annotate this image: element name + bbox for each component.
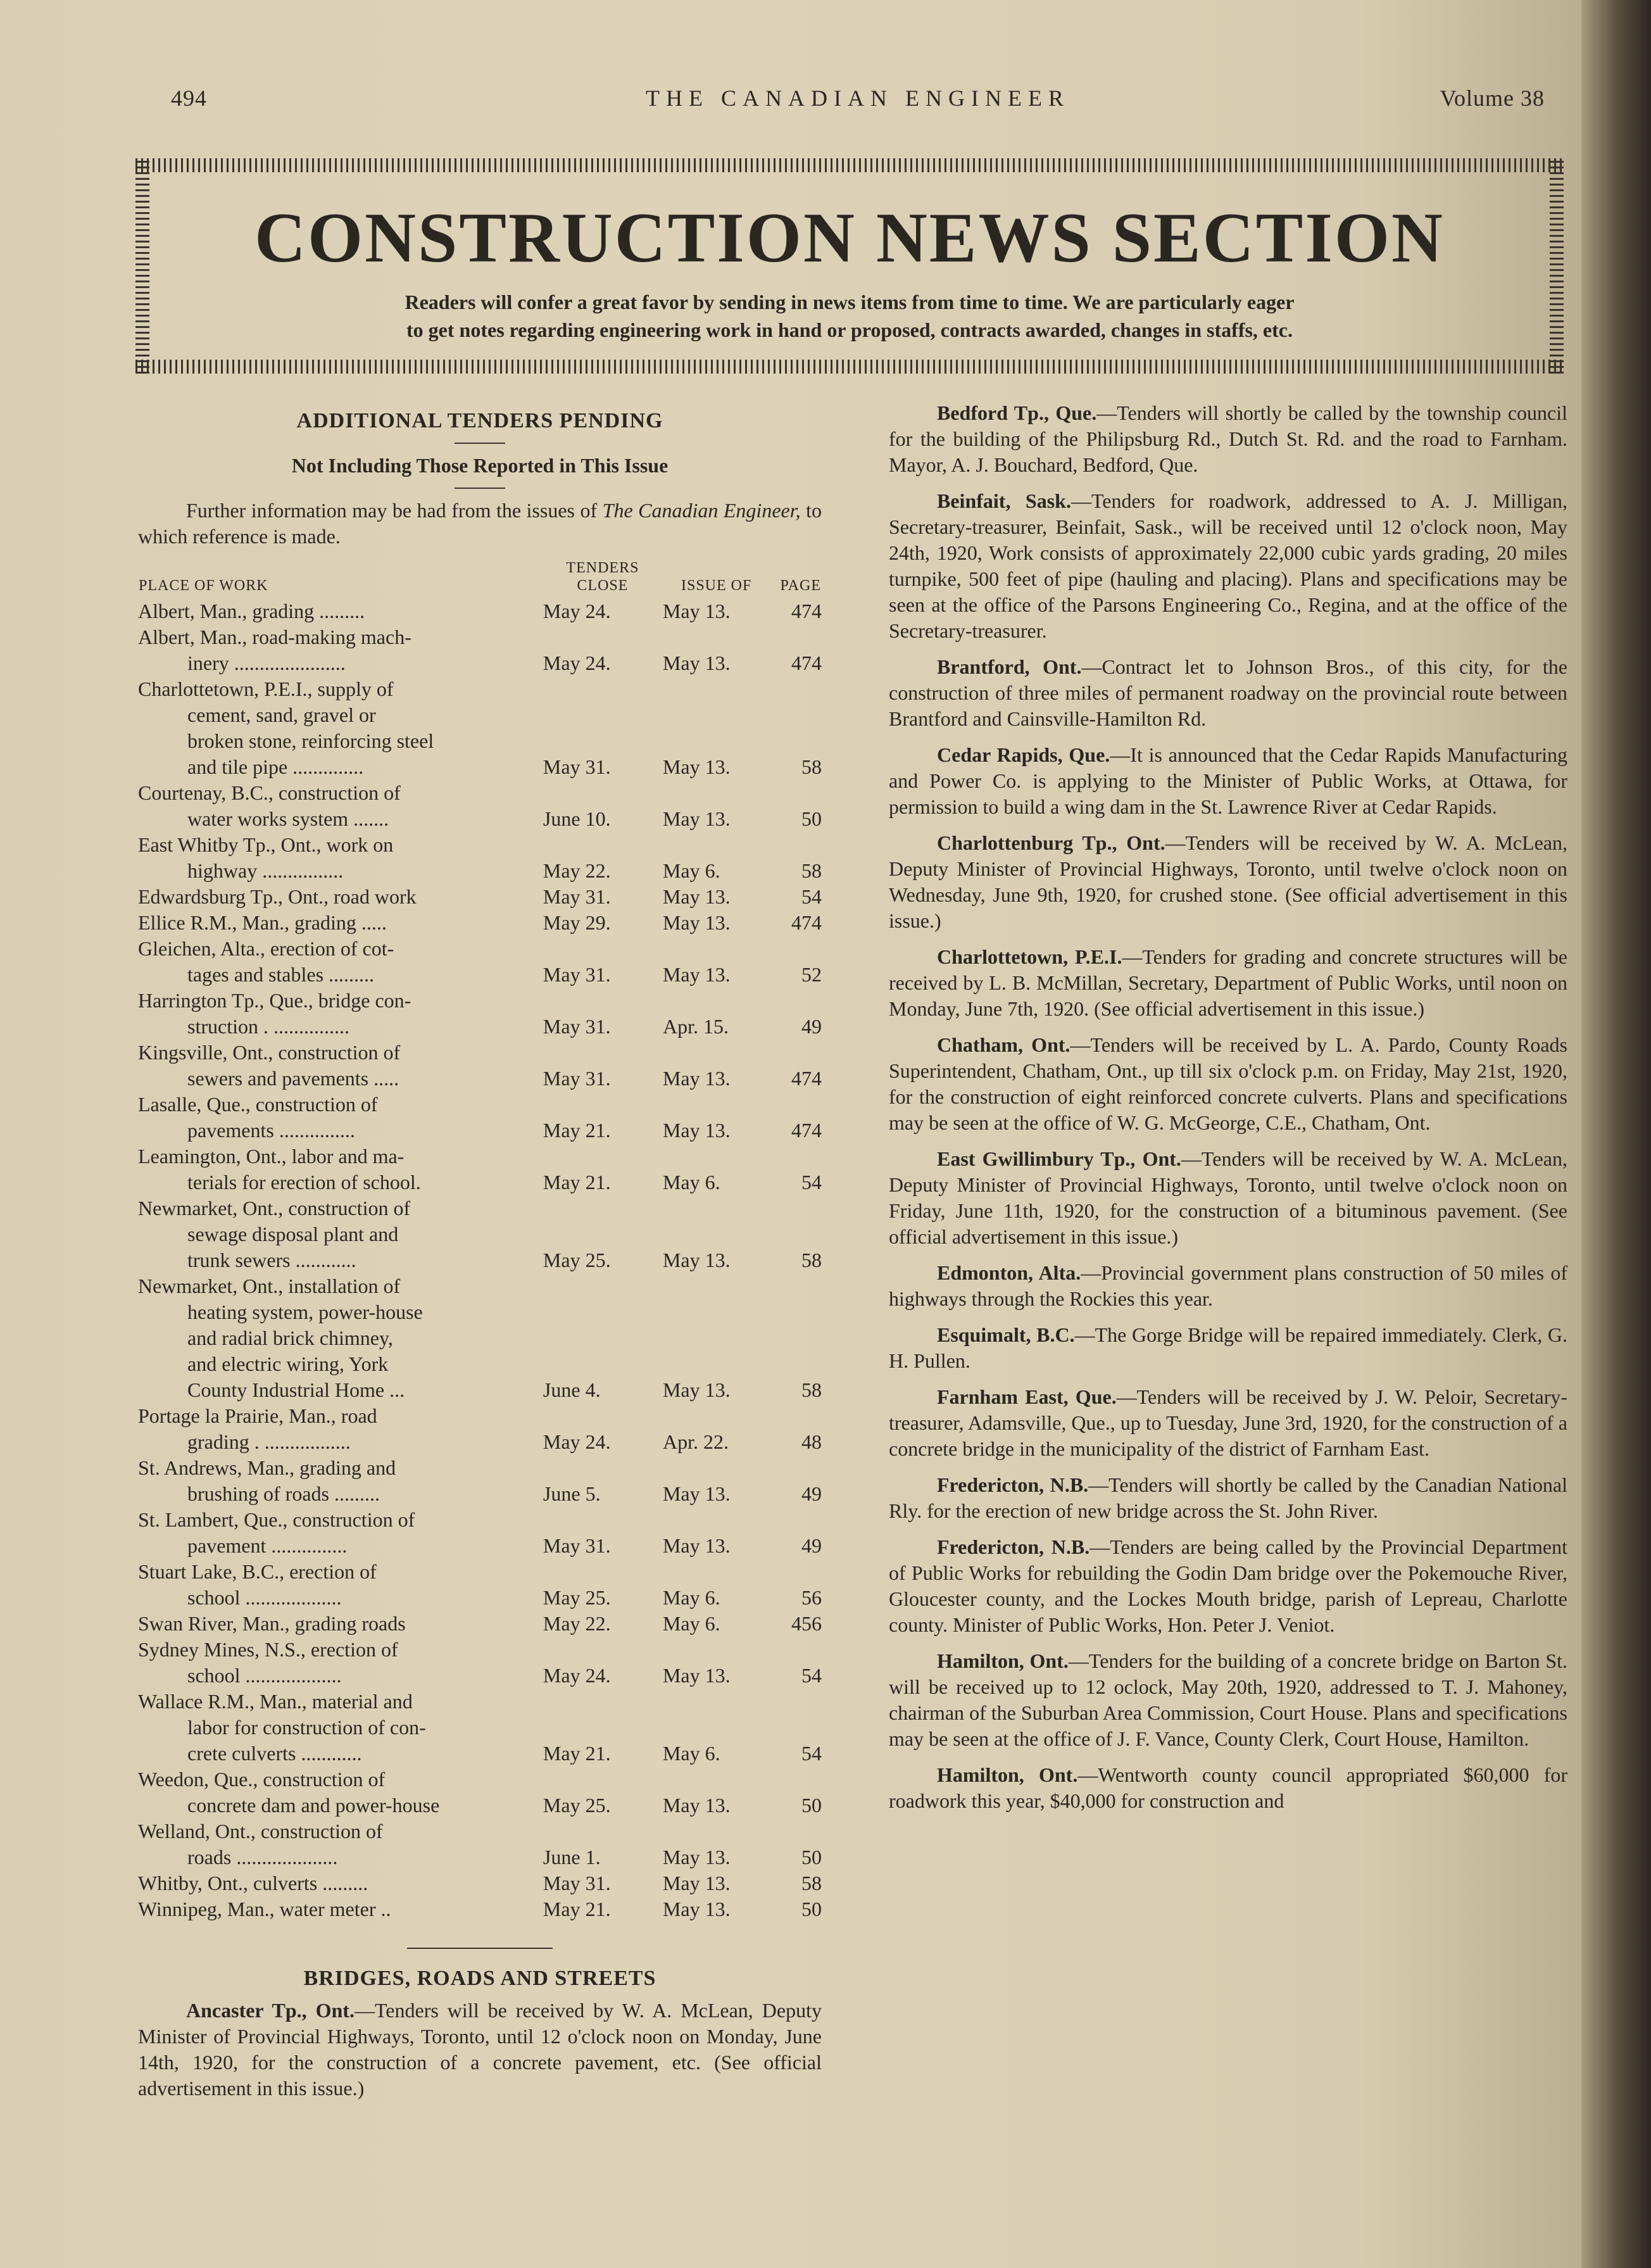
place-of-work — [138, 832, 538, 884]
tenders-close: May 31. — [543, 963, 611, 986]
place-of-work — [138, 1559, 538, 1611]
banner-subtitle — [199, 288, 1500, 344]
news-item-place: Charlottenburg Tp., Ont. — [937, 831, 1165, 854]
tenders-close: May 22. — [543, 1612, 611, 1635]
tenders-close: June 1. — [543, 1846, 601, 1868]
tenders-intro — [138, 498, 822, 550]
tenders-close: June 4. — [543, 1378, 601, 1401]
news-item-place: Farnham East, Que. — [937, 1385, 1117, 1408]
table-row — [138, 1143, 822, 1195]
place-of-work-line: Albert, Man., road-making mach- — [138, 626, 411, 648]
place-of-work — [138, 910, 538, 936]
issue-of: May 13. — [662, 1898, 731, 1920]
bridges-heading: BRIDGES, ROADS AND STREETS — [303, 1967, 656, 1990]
table-row — [138, 1455, 822, 1507]
news-item-place: Charlottetown, P.E.I. — [937, 945, 1122, 968]
place-of-work-line: trunk sewers ............ — [187, 1249, 356, 1271]
place-of-work-line: inery ...................... — [187, 652, 346, 674]
news-item — [889, 1648, 1567, 1752]
news-item-place: Bedford Tp., Que. — [937, 401, 1097, 424]
table-row — [138, 1767, 822, 1818]
place-of-work-line: heating system, power-house — [187, 1301, 423, 1323]
section-banner — [135, 158, 1564, 374]
issue-of: May 13. — [662, 963, 731, 986]
place-of-work-line: Lasalle, Que., construction of — [138, 1093, 378, 1116]
page-ref: 56 — [801, 1586, 822, 1609]
issue-of: May 13. — [662, 600, 731, 622]
place-of-work-line: broken stone, reinforcing steel — [187, 729, 434, 752]
news-item-text: —Tenders will shortly be called by the Canadian National Rly. for the erection of new bridge across the St. John River. — [889, 1473, 1567, 1522]
page-ref: 474 — [791, 1067, 822, 1090]
place-of-work-line: Stuart Lake, B.C., erection of — [138, 1560, 377, 1583]
news-item — [889, 1032, 1567, 1136]
table-row — [138, 1611, 822, 1637]
place-of-work — [138, 1092, 538, 1143]
tenders-close: May 31. — [543, 1534, 611, 1557]
tenders-table-body — [138, 598, 822, 1922]
news-item-text: —Contract let to Johnson Bros., of this city, for the construction of three miles of permanent roadway on the provincial route between Brantford and Cainsville-Hamilton Rd. — [889, 655, 1567, 730]
issue-of: May 13. — [662, 885, 731, 908]
place-of-work-line: Whitby, Ont., culverts ......... — [138, 1872, 368, 1894]
issue-of: May 6. — [662, 859, 720, 882]
place-of-work-line: terials for erection of school. — [187, 1171, 421, 1194]
banner-subtitle-line: to get notes regarding engineering work in hand or proposed, contracts awarded, changes in staffs, etc. — [406, 318, 1293, 341]
issue-of: May 13. — [662, 652, 731, 674]
left-column — [138, 400, 822, 2112]
tenders-close: May 24. — [543, 600, 611, 622]
tenders-close: May 21. — [543, 1742, 611, 1765]
place-of-work-line: brushing of roads ......... — [187, 1482, 380, 1505]
issue-of: May 6. — [662, 1586, 720, 1609]
table-row — [138, 1403, 822, 1455]
place-of-work-line: grading . ................. — [187, 1430, 351, 1453]
journal-title: THE CANADIAN ENGINEER — [646, 85, 1070, 111]
intro-text: to which reference is made. — [138, 499, 822, 548]
page-number: 494 — [171, 85, 207, 111]
tenders-close: June 5. — [543, 1482, 601, 1505]
place-of-work-line: and electric wiring, York — [187, 1352, 389, 1375]
page-ref: 49 — [801, 1534, 822, 1557]
news-item — [889, 830, 1567, 934]
place-of-work-line: St. Andrews, Man., grading and — [138, 1456, 396, 1479]
issue-of: May 13. — [662, 1119, 731, 1142]
table-row — [138, 884, 822, 910]
news-item-text: —Tenders will shortly be called by the township council for the building of the Philipsburg Rd., Dutch St. Rd. and the road to Farnham. Mayor, A. J. Bouchard, Bedford, Que. — [889, 401, 1567, 476]
page-ref: 58 — [801, 859, 822, 882]
bridges-items — [138, 1998, 822, 2101]
place-of-work-line: Ellice R.M., Man., grading ..... — [138, 911, 387, 934]
place-of-work-line: sewers and pavements ..... — [187, 1067, 399, 1090]
table-row — [138, 780, 822, 832]
place-of-work-line: St. Lambert, Que., construction of — [138, 1508, 415, 1531]
news-item — [889, 1260, 1567, 1312]
page-ref: 48 — [801, 1430, 822, 1453]
tenders-heading: ADDITIONAL TENDERS PENDING — [296, 409, 663, 432]
place-of-work — [138, 1403, 538, 1455]
tenders-close: May 31. — [543, 1872, 611, 1894]
table-row — [138, 1689, 822, 1767]
place-of-work — [138, 1507, 538, 1559]
place-of-work — [138, 1273, 538, 1403]
banner-border-top — [135, 158, 1564, 172]
rule — [455, 443, 505, 444]
issue-of: May 13. — [662, 1794, 731, 1817]
table-row — [138, 1507, 822, 1559]
place-of-work-line: tages and stables ......... — [187, 963, 375, 986]
table-row — [138, 1637, 822, 1689]
issue-of: May 13. — [662, 911, 731, 934]
news-item-text: —Tenders will be received by L. A. Pardo, County Roads Superintendent, Chatham, Ont., up till six o'clock p.m. on Friday, May 21st, 1920, for the construction of eight reinforced concrete culverts. Plans and specifications may be seen at the office of W. G. McGeorge, C.E., Chatham, Ont. — [889, 1033, 1568, 1134]
place-of-work-line: school ................... — [187, 1586, 342, 1609]
table-row — [138, 1195, 822, 1273]
page-ref: 474 — [791, 1119, 822, 1142]
place-of-work — [138, 1143, 538, 1195]
news-item-text: —Tenders for roadwork, addressed to A. J. Milligan, Secretary-treasurer, Beinfait, Sask., will be received until 12 o'clock noon, May 24th, 1920, Work consists of approximately 22,000 cubic yards grading, 20 miles turnpike, 500 feet of pipe (hauling and placing). Plans and specifications may be seen at the office of the Parsons Engineering Co., Regina, and at the office of the Secretary-treasurer. — [889, 489, 1568, 642]
news-item — [889, 1472, 1567, 1524]
table-row — [138, 1818, 822, 1870]
journal-reference: The Canadian Engineer, — [602, 499, 801, 522]
place-of-work-line: Albert, Man., grading ......... — [138, 600, 365, 622]
news-item-place: Cedar Rapids, Que. — [937, 743, 1110, 766]
banner-subtitle-line: Readers will confer a great favor by sending in news items from time to time. We are particularly eager — [405, 291, 1295, 313]
news-item — [889, 488, 1567, 644]
news-item-text: —Provincial government plans construction of 50 miles of highways through the Rockies this year. — [889, 1261, 1568, 1310]
running-head — [171, 85, 1545, 117]
place-of-work-line: Winnipeg, Man., water meter .. — [138, 1898, 391, 1920]
page-ref: 58 — [801, 755, 822, 778]
col-header-page: PAGE — [780, 577, 821, 594]
binding-gutter — [1581, 0, 1651, 2268]
place-of-work-line: Newmarket, Ont., installation of — [138, 1275, 401, 1297]
table-row — [138, 910, 822, 936]
news-item — [889, 944, 1567, 1022]
news-item-place: Hamilton, Ont. — [937, 1649, 1069, 1672]
table-row — [138, 598, 822, 624]
place-of-work — [138, 1767, 538, 1818]
tenders-close: May 31. — [543, 1015, 611, 1038]
place-of-work — [138, 1040, 538, 1092]
tenders-close: May 25. — [543, 1249, 611, 1271]
tenders-close: May 21. — [543, 1119, 611, 1142]
news-item — [889, 1322, 1567, 1374]
tenders-close: May 24. — [543, 1430, 611, 1453]
place-of-work-line: sewage disposal plant and — [187, 1223, 399, 1245]
place-of-work-line: Welland, Ont., construction of — [138, 1820, 383, 1843]
place-of-work-line: and radial brick chimney, — [187, 1326, 393, 1349]
news-item-text: —Tenders will be received by W. A. McLean, Deputy Minister of Provincial Highways, Toronto, until twelve o'clock noon on Wednesday, June 9th, 1920, for crushed stone. (See official advertisement in this issue.) — [889, 831, 1567, 932]
news-item-place: Chatham, Ont. — [937, 1033, 1070, 1056]
issue-of: May 13. — [662, 1534, 731, 1557]
page-ref: 52 — [801, 963, 822, 986]
news-item — [889, 1146, 1567, 1250]
tenders-close: May 25. — [543, 1794, 611, 1817]
page-ref: 50 — [801, 807, 822, 830]
place-of-work-line: Swan River, Man., grading roads — [138, 1612, 406, 1635]
tenders-close: May 21. — [543, 1898, 611, 1920]
page-ref: 474 — [791, 600, 822, 622]
place-of-work-line: struction . ............... — [187, 1015, 349, 1038]
tenders-close: May 29. — [543, 911, 611, 934]
news-item-place: Brantford, Ont. — [937, 655, 1082, 678]
news-item-text: —Tenders will be received by J. W. Peloir, Secretary-treasurer, Adamsville, Que., up to Tuesday, June 3rd, 1920, for the construction of a concrete bridge in the municipality of the district of Farnham East. — [889, 1385, 1567, 1460]
issue-of: May 13. — [662, 1067, 731, 1090]
place-of-work-line: labor for construction of con- — [187, 1716, 426, 1739]
page-ref: 456 — [791, 1612, 822, 1635]
news-item-text: —Tenders for the building of a concrete bridge on Barton St. will be received up to 12 oclock, May 20th, 1920, addressed to T. J. Mahoney, chairman of the Suburban Area Commission, Court House. Plans and specifications may be seen at the office of J. F. Vance, County Clerk, Court House, Hamilton. — [889, 1649, 1568, 1750]
news-item-text: —Tenders for grading and concrete structures will be received by L. B. McMillan, Secretary, Department of Public Works, until noon on Monday, June 7th, 1920. (See official advertisement in this issue.) — [889, 945, 1568, 1020]
place-of-work — [138, 676, 538, 780]
page-ref: 50 — [801, 1898, 822, 1920]
tenders-close: May 22. — [543, 859, 611, 882]
page-ref: 50 — [801, 1846, 822, 1868]
tenders-close: May 24. — [543, 652, 611, 674]
place-of-work-line: roads .................... — [187, 1846, 338, 1868]
news-item — [889, 1762, 1567, 1814]
table-row — [138, 1559, 822, 1611]
intro-text: Further information may be had from the issues of — [186, 499, 598, 522]
page-ref: 58 — [801, 1249, 822, 1271]
issue-of: May 13. — [662, 1482, 731, 1505]
place-of-work-line: Kingsville, Ont., construction of — [138, 1041, 401, 1064]
news-item-place: Esquimalt, B.C. — [937, 1323, 1075, 1346]
news-item-place: Ancaster Tp., Ont. — [186, 1999, 355, 2022]
news-item-place: Edmonton, Alta. — [937, 1261, 1081, 1284]
page-ref: 54 — [801, 1664, 822, 1687]
place-of-work — [138, 988, 538, 1040]
issue-of: May 13. — [662, 1249, 731, 1271]
place-of-work-line: Gleichen, Alta., erection of cot- — [138, 937, 394, 960]
place-of-work — [138, 1896, 538, 1922]
issue-of: May 13. — [662, 1872, 731, 1894]
news-item-text: —Wentworth county council appropriated $60,000 for roadwork this year, $40,000 for construction and — [889, 1763, 1568, 1812]
place-of-work — [138, 936, 538, 988]
tenders-close: May 31. — [543, 1067, 611, 1090]
page-ref: 474 — [791, 652, 822, 674]
table-row — [138, 1273, 822, 1403]
place-of-work — [138, 1611, 538, 1637]
tenders-close: June 10. — [543, 807, 611, 830]
place-of-work — [138, 1455, 538, 1507]
col-header-place: PLACE OF WORK — [139, 577, 268, 594]
table-row — [138, 832, 822, 884]
place-of-work-line: Charlottetown, P.E.I., supply of — [138, 677, 394, 700]
issue-of: May 6. — [662, 1612, 720, 1635]
news-item — [889, 400, 1567, 478]
place-of-work — [138, 1637, 538, 1689]
place-of-work-line: Portage la Prairie, Man., road — [138, 1404, 377, 1427]
place-of-work-line: crete culverts ............ — [187, 1742, 362, 1765]
place-of-work — [138, 780, 538, 832]
table-row — [138, 988, 822, 1040]
col-header-issue: ISSUE OF — [681, 577, 752, 594]
news-item — [889, 1384, 1567, 1462]
place-of-work — [138, 884, 538, 910]
volume-label: Volume 38 — [1440, 85, 1545, 111]
page-ref: 58 — [801, 1378, 822, 1401]
issue-of: May 6. — [662, 1742, 720, 1765]
place-of-work — [138, 1689, 538, 1767]
rule — [455, 488, 505, 489]
tenders-close: May 25. — [543, 1586, 611, 1609]
news-item-place: Fredericton, N.B. — [937, 1473, 1089, 1496]
place-of-work-line: Edwardsburg Tp., Ont., road work — [138, 885, 417, 908]
place-of-work-line: Weedon, Que., construction of — [138, 1768, 386, 1791]
news-item-text: —The Gorge Bridge will be repaired immediately. Clerk, G. H. Pullen. — [889, 1323, 1568, 1372]
place-of-work-line: concrete dam and power-house — [187, 1794, 440, 1817]
tenders-close: May 24. — [543, 1664, 611, 1687]
place-of-work-line: County Industrial Home ... — [187, 1378, 405, 1401]
tenders-subheading: Not Including Those Reported in This Issue — [291, 454, 669, 477]
place-of-work-line: Newmarket, Ont., construction of — [138, 1197, 411, 1219]
table-row — [138, 1092, 822, 1143]
page-ref: 58 — [801, 1872, 822, 1894]
place-of-work — [138, 1870, 538, 1896]
place-of-work-line: Sydney Mines, N.S., erection of — [138, 1638, 398, 1661]
page-ref: 54 — [801, 1742, 822, 1765]
place-of-work-line: East Whitby Tp., Ont., work on — [138, 833, 394, 856]
table-row — [138, 1040, 822, 1092]
news-item — [889, 1534, 1567, 1638]
place-of-work-line: school ................... — [187, 1664, 342, 1687]
page-ref: 54 — [801, 1171, 822, 1194]
news-item-place: Hamilton, Ont. — [937, 1763, 1078, 1786]
issue-of: May 13. — [662, 1378, 731, 1401]
place-of-work-line: pavements ............... — [187, 1119, 355, 1142]
place-of-work-line: water works system ....... — [187, 807, 389, 830]
place-of-work-line: Leamington, Ont., labor and ma- — [138, 1145, 405, 1168]
news-item-place: Fredericton, N.B. — [937, 1535, 1090, 1558]
issue-of: May 13. — [662, 807, 731, 830]
news-item-text: —It is announced that the Cedar Rapids Manufacturing and Power Co. is applying to the Minister of Public Works, at Ottawa, for permission to build a wing dam in the St. Lawrence River at Cedar Rapids. — [889, 743, 1568, 818]
page-ref: 49 — [801, 1482, 822, 1505]
table-row — [138, 936, 822, 988]
tenders-table — [138, 558, 822, 1922]
place-of-work — [138, 598, 538, 624]
news-item — [889, 654, 1567, 732]
news-item-place: East Gwillimbury Tp., Ont. — [937, 1147, 1181, 1170]
banner-border-bottom — [135, 360, 1564, 374]
issue-of: May 6. — [662, 1171, 720, 1194]
issue-of: May 13. — [662, 1846, 731, 1868]
tenders-close: May 31. — [543, 885, 611, 908]
page-ref: 54 — [801, 885, 822, 908]
page-ref: 50 — [801, 1794, 822, 1817]
place-of-work-line: cement, sand, gravel or — [187, 703, 376, 726]
news-item — [889, 742, 1567, 820]
place-of-work-line: Harrington Tp., Que., bridge con- — [138, 989, 411, 1012]
news-item — [138, 1998, 822, 2101]
banner-title: CONSTRUCTION NEWS SECTION — [254, 199, 1445, 277]
news-item-text: —Tenders are being called by the Provincial Department of Public Works for rebuilding the Godin Dam bridge over the Pokemouche River, Gloucester county, and the Lockes Mouth bridge, parish of Lepreau, Charlotte county. Minister of Public Works, Hon. Peter J. Veniot. — [889, 1535, 1567, 1636]
place-of-work-line: Wallace R.M., Man., material and — [138, 1690, 413, 1713]
rule — [407, 1948, 553, 1949]
place-of-work-line: pavement ............... — [187, 1534, 348, 1557]
page-ref: 49 — [801, 1015, 822, 1038]
page-ref: 474 — [791, 911, 822, 934]
table-row — [138, 624, 822, 676]
table-row — [138, 1870, 822, 1896]
table-row — [138, 1896, 822, 1922]
tenders-close: May 21. — [543, 1171, 611, 1194]
place-of-work — [138, 1195, 538, 1273]
place-of-work — [138, 624, 538, 676]
issue-of: May 13. — [662, 1664, 731, 1687]
news-item-text: —Tenders will be received by W. A. McLean, Deputy Minister of Provincial Highways, Toronto, until twelve o'clock noon on Friday, June 11th, 1920, for the construction of a bituminous pavement. (See official advertisement in this issue.) — [889, 1147, 1568, 1248]
issue-of: Apr. 22. — [662, 1430, 729, 1453]
news-item-place: Beinfait, Sask. — [937, 489, 1071, 512]
issue-of: Apr. 15. — [662, 1015, 729, 1038]
place-of-work — [138, 1818, 538, 1870]
table-row — [138, 676, 822, 780]
place-of-work-line: and tile pipe .............. — [187, 755, 364, 778]
place-of-work-line: highway ................ — [187, 859, 344, 882]
issue-of: May 13. — [662, 755, 731, 778]
news-item-text: —Tenders will be received by W. A. McLean, Deputy Minister of Provincial Highways, Toronto, until 12 o'clock noon on Monday, June 14th, 1920, for the construction of a concrete pavement, etc. (See official advertisement in this issue.) — [138, 1999, 822, 2100]
place-of-work-line: Courtenay, B.C., construction of — [138, 781, 401, 804]
right-column — [889, 400, 1567, 1824]
tenders-close: May 31. — [543, 755, 611, 778]
col-header-close: TENDERS CLOSE — [566, 560, 639, 594]
